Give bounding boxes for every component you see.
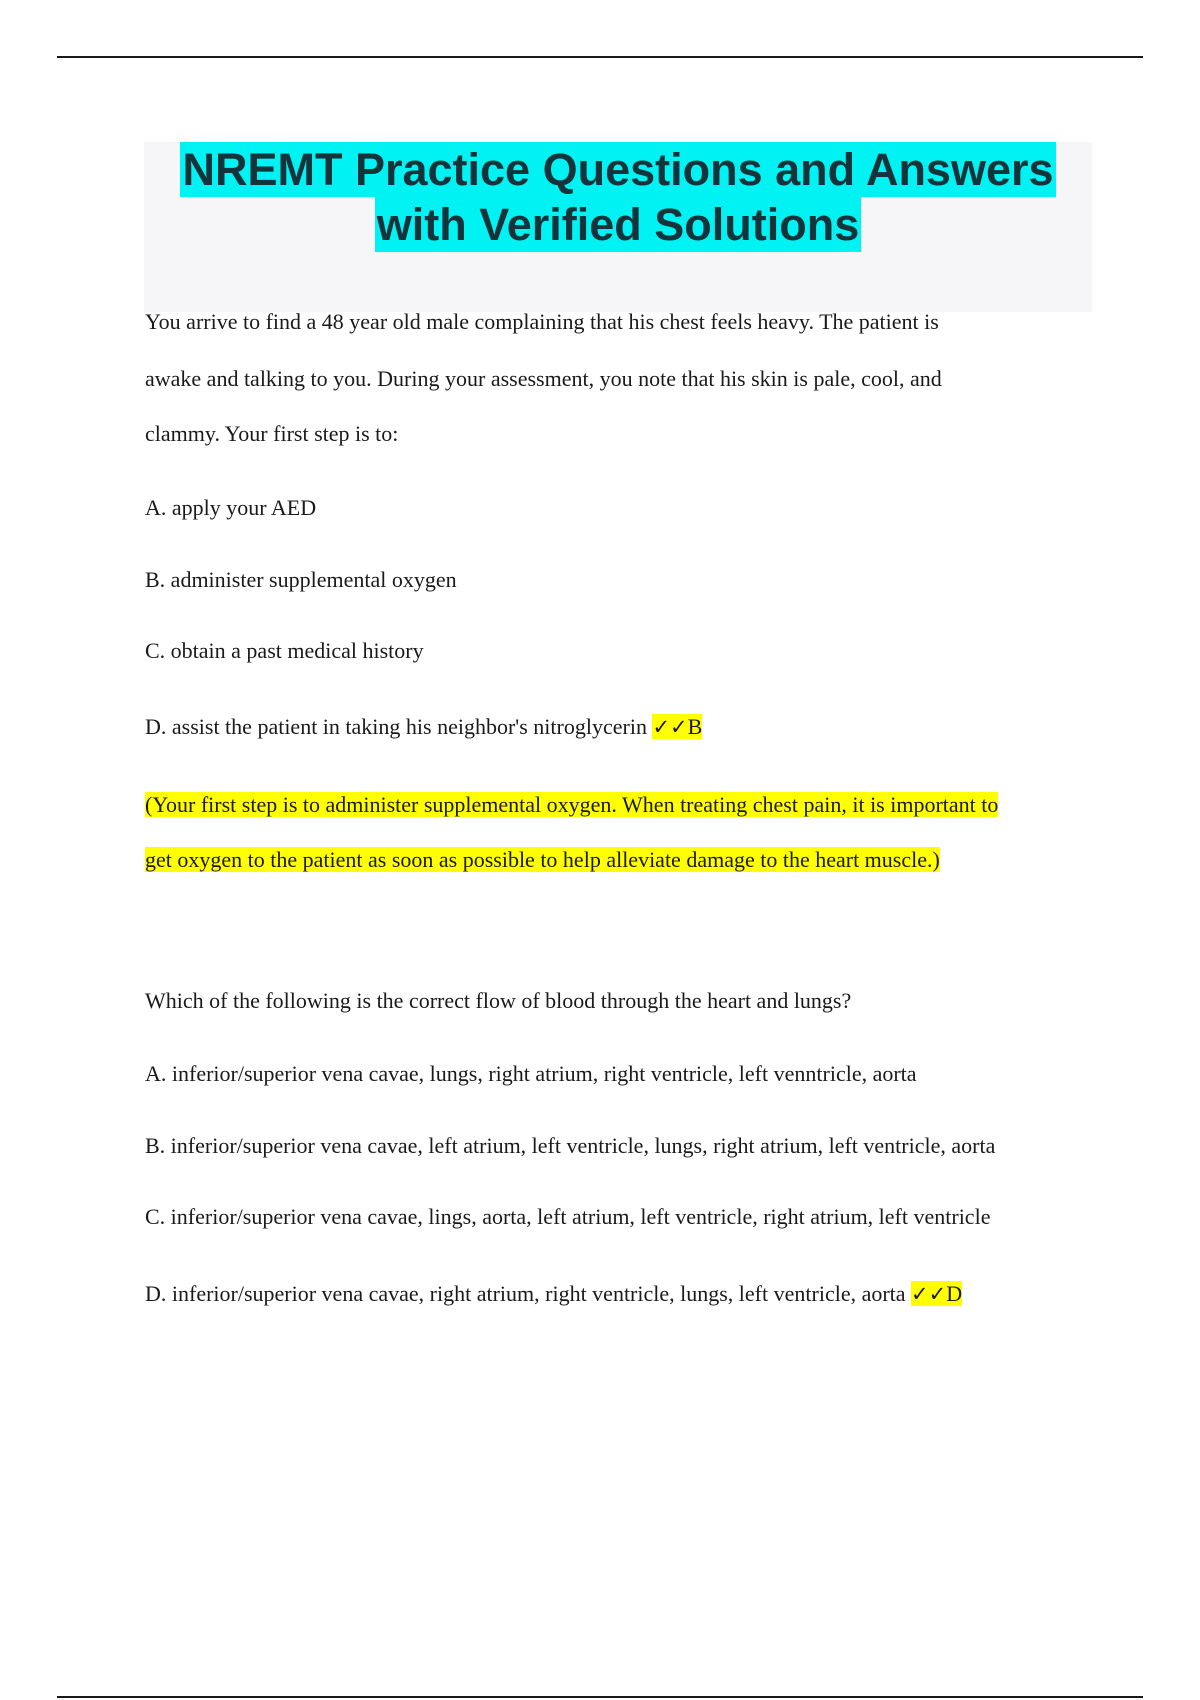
- question-2-option-c: C. inferior/superior vena cavae, lings, aorta, left atrium, left ventricle, right atrium, left ventricle: [145, 1204, 991, 1229]
- question-1-stem-line-3: clammy. Your first step is to:: [145, 421, 399, 446]
- check-icon: ✓✓: [652, 715, 688, 739]
- question-2-stem: Which of the following is the correct flow of blood through the heart and lungs?: [145, 988, 852, 1013]
- title-block: [144, 142, 1092, 312]
- question-2-option-d: [145, 1281, 962, 1307]
- question-1-option-d-text: D. assist the patient in taking his neighbor's nitroglycerin: [145, 714, 653, 739]
- document-title-line-1: NREMT Practice Questions and Answers: [182, 144, 1054, 195]
- top-rule: [57, 56, 1143, 58]
- question-2-option-b: B. inferior/superior vena cavae, left atrium, left ventricle, lungs, right atrium, left ventricle, aorta: [145, 1133, 996, 1158]
- question-1-explanation-text-2: get oxygen to the patient as soon as possible to help alleviate damage to the heart muscle.): [145, 847, 940, 872]
- question-2-option-d-text: D. inferior/superior vena cavae, right atrium, right ventricle, lungs, left ventricle, aorta: [145, 1281, 912, 1306]
- check-icon: ✓✓: [911, 1282, 947, 1306]
- question-1-option-a: A. apply your AED: [145, 495, 317, 520]
- question-1-explanation-text-1: (Your first step is to administer supplemental oxygen. When treating chest pain, it is important to: [145, 792, 999, 817]
- question-1-answer: [652, 714, 702, 739]
- question-2-option-a: A. inferior/superior vena cavae, lungs, right atrium, right ventricle, left venntricle, aorta: [145, 1061, 917, 1086]
- bottom-rule: [57, 1696, 1143, 1698]
- question-1-stem-line-1: You arrive to find a 48 year old male complaining that his chest feels heavy. The patient is: [145, 309, 939, 334]
- question-2-answer: [911, 1281, 962, 1306]
- question-1-explanation-line-1: [145, 792, 998, 818]
- document-title-line-2: with Verified Solutions: [376, 199, 860, 250]
- question-1-option-d: [145, 714, 702, 740]
- question-1-option-c: C. obtain a past medical history: [145, 638, 424, 663]
- question-2-answer-letter: D: [946, 1281, 963, 1306]
- question-1-explanation-line-2: [145, 847, 940, 873]
- question-1-stem-line-2: awake and talking to you. During your assessment, you note that his skin is pale, cool, and: [145, 366, 942, 391]
- question-1-answer-letter: B: [687, 714, 703, 739]
- question-1-option-b: B. administer supplemental oxygen: [145, 567, 457, 592]
